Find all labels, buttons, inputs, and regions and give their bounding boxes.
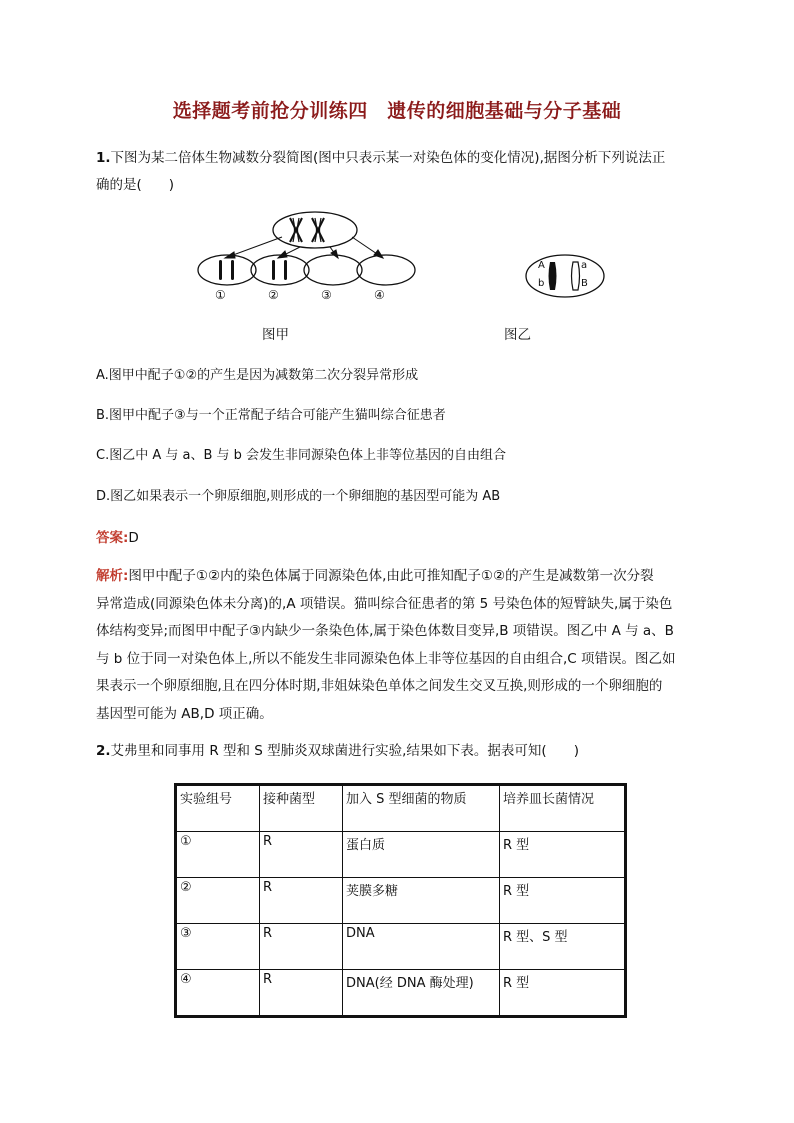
question-2-stem [96,738,706,765]
explanation-line-2: 异常造成(同源染色体未分离)的,A 项错误。猫叫综合征患者的第 5 号染色体的短臂缺失,属于染色 [96,595,673,612]
table-row [176,970,626,1017]
answer [96,526,139,546]
question-stem: 艾弗里和同事用 R 型和 S 型肺炎双球菌进行实验,结果如下表。据表可知( ) [110,743,579,759]
gene-label-B: B [581,278,588,289]
explanation [96,563,700,728]
gamete-label-4: ④ [374,288,385,302]
table-cell: R [260,878,343,924]
explanation-label: 解析: [96,568,129,584]
explanation-line-3: 体结构变异;而图甲中配子③内缺少一条染色体,属于染色体数目变异,B 项错误。图乙中 A 与 a、B [96,623,674,639]
table-cell: R [260,924,343,970]
gamete-label-1: ① [215,288,226,302]
table-header-cell: 实验组号 [176,785,260,832]
table-header-cell: 加入 S 型细菌的物质 [343,785,500,832]
gamete-label-3: ③ [321,288,332,302]
explanation-line-1: 图甲中配子①②内的染色体属于同源染色体,由此可推知配子①②的产生是减数第一次分裂 [128,568,654,584]
experiment-table [174,783,627,1018]
table-row [176,832,626,878]
option-c: C.图乙中 A 与 a、B 与 b 会发生非同源染色体上非等位基因的自由组合 [96,448,507,463]
table-cell: R [260,970,343,1017]
table-cell: DNA [343,924,500,970]
parent-cell [273,212,357,248]
question-1-stem [96,145,706,199]
figure-yi-caption: 图乙 [504,327,531,343]
figure-jia-caption: 图甲 [262,327,289,343]
option-b: B.图甲中配子③与一个正常配子结合可能产生猫叫综合征患者 [96,408,446,423]
table-cell: 荚膜多糖 [343,878,500,924]
table-cell: DNA(经 DNA 酶处理) [343,970,500,1017]
option-a: A.图甲中配子①②的产生是因为减数第二次分裂异常形成 [96,368,419,383]
answer-value: D [128,530,139,546]
table-cell: R 型、S 型 [500,924,626,970]
gamete-cell-1 [198,255,256,285]
question-stem-line-2: 确的是( ) [96,177,175,193]
table-row [176,924,626,970]
chromosome-left [549,262,557,290]
table-cell: R 型 [500,832,626,878]
oocyte-cell [526,255,604,297]
gamete-cell-3 [304,255,362,285]
chromosome-right [572,262,580,290]
gamete-cell-4 [357,255,415,285]
gene-label-b: b [538,278,545,289]
gene-label-a: a [581,260,588,271]
table-cell: ④ [176,970,260,1017]
table-cell: 蛋白质 [343,832,500,878]
table-cell: R 型 [500,970,626,1017]
meiosis-figure [190,210,630,350]
table-header-cell: 培养皿长菌情况 [500,785,626,832]
page-title: 选择题考前抢分训练四 遗传的细胞基础与分子基础 [172,100,622,122]
gene-label-A: A [538,260,545,271]
gamete-cell-2 [251,255,309,285]
tetrad-chromosomes [290,218,324,242]
table-cell: R 型 [500,878,626,924]
table-cell: ② [176,878,260,924]
question-number: 1. [96,150,111,166]
question-number: 2. [96,743,111,759]
question-stem-line-1: 下图为某二倍体生物减数分裂简图(图中只表示某一对染色体的变化情况),据图分析下列说法正 [110,150,666,166]
table-cell: ① [176,832,260,878]
option-d: D.图乙如果表示一个卵原细胞,则形成的一个卵细胞的基因型可能为 AB [96,489,501,504]
table-cell: ③ [176,924,260,970]
explanation-line-6: 基因型可能为 AB,D 项正确。 [96,705,273,722]
answer-label: 答案: [96,530,129,546]
gamete-label-2: ② [268,288,279,302]
explanation-line-5: 果表示一个卵原细胞,且在四分体时期,非姐妹染色单体之间发生交叉互换,则形成的一个卵细胞的 [96,678,663,694]
table-cell: R [260,832,343,878]
explanation-line-4: 与 b 位于同一对染色体上,所以不能发生非同源染色体上非等位基因的自由组合,C 项错误。图乙如 [96,650,676,667]
table-row [176,878,626,924]
table-header-row [176,785,626,832]
table-header-cell: 接种菌型 [260,785,343,832]
